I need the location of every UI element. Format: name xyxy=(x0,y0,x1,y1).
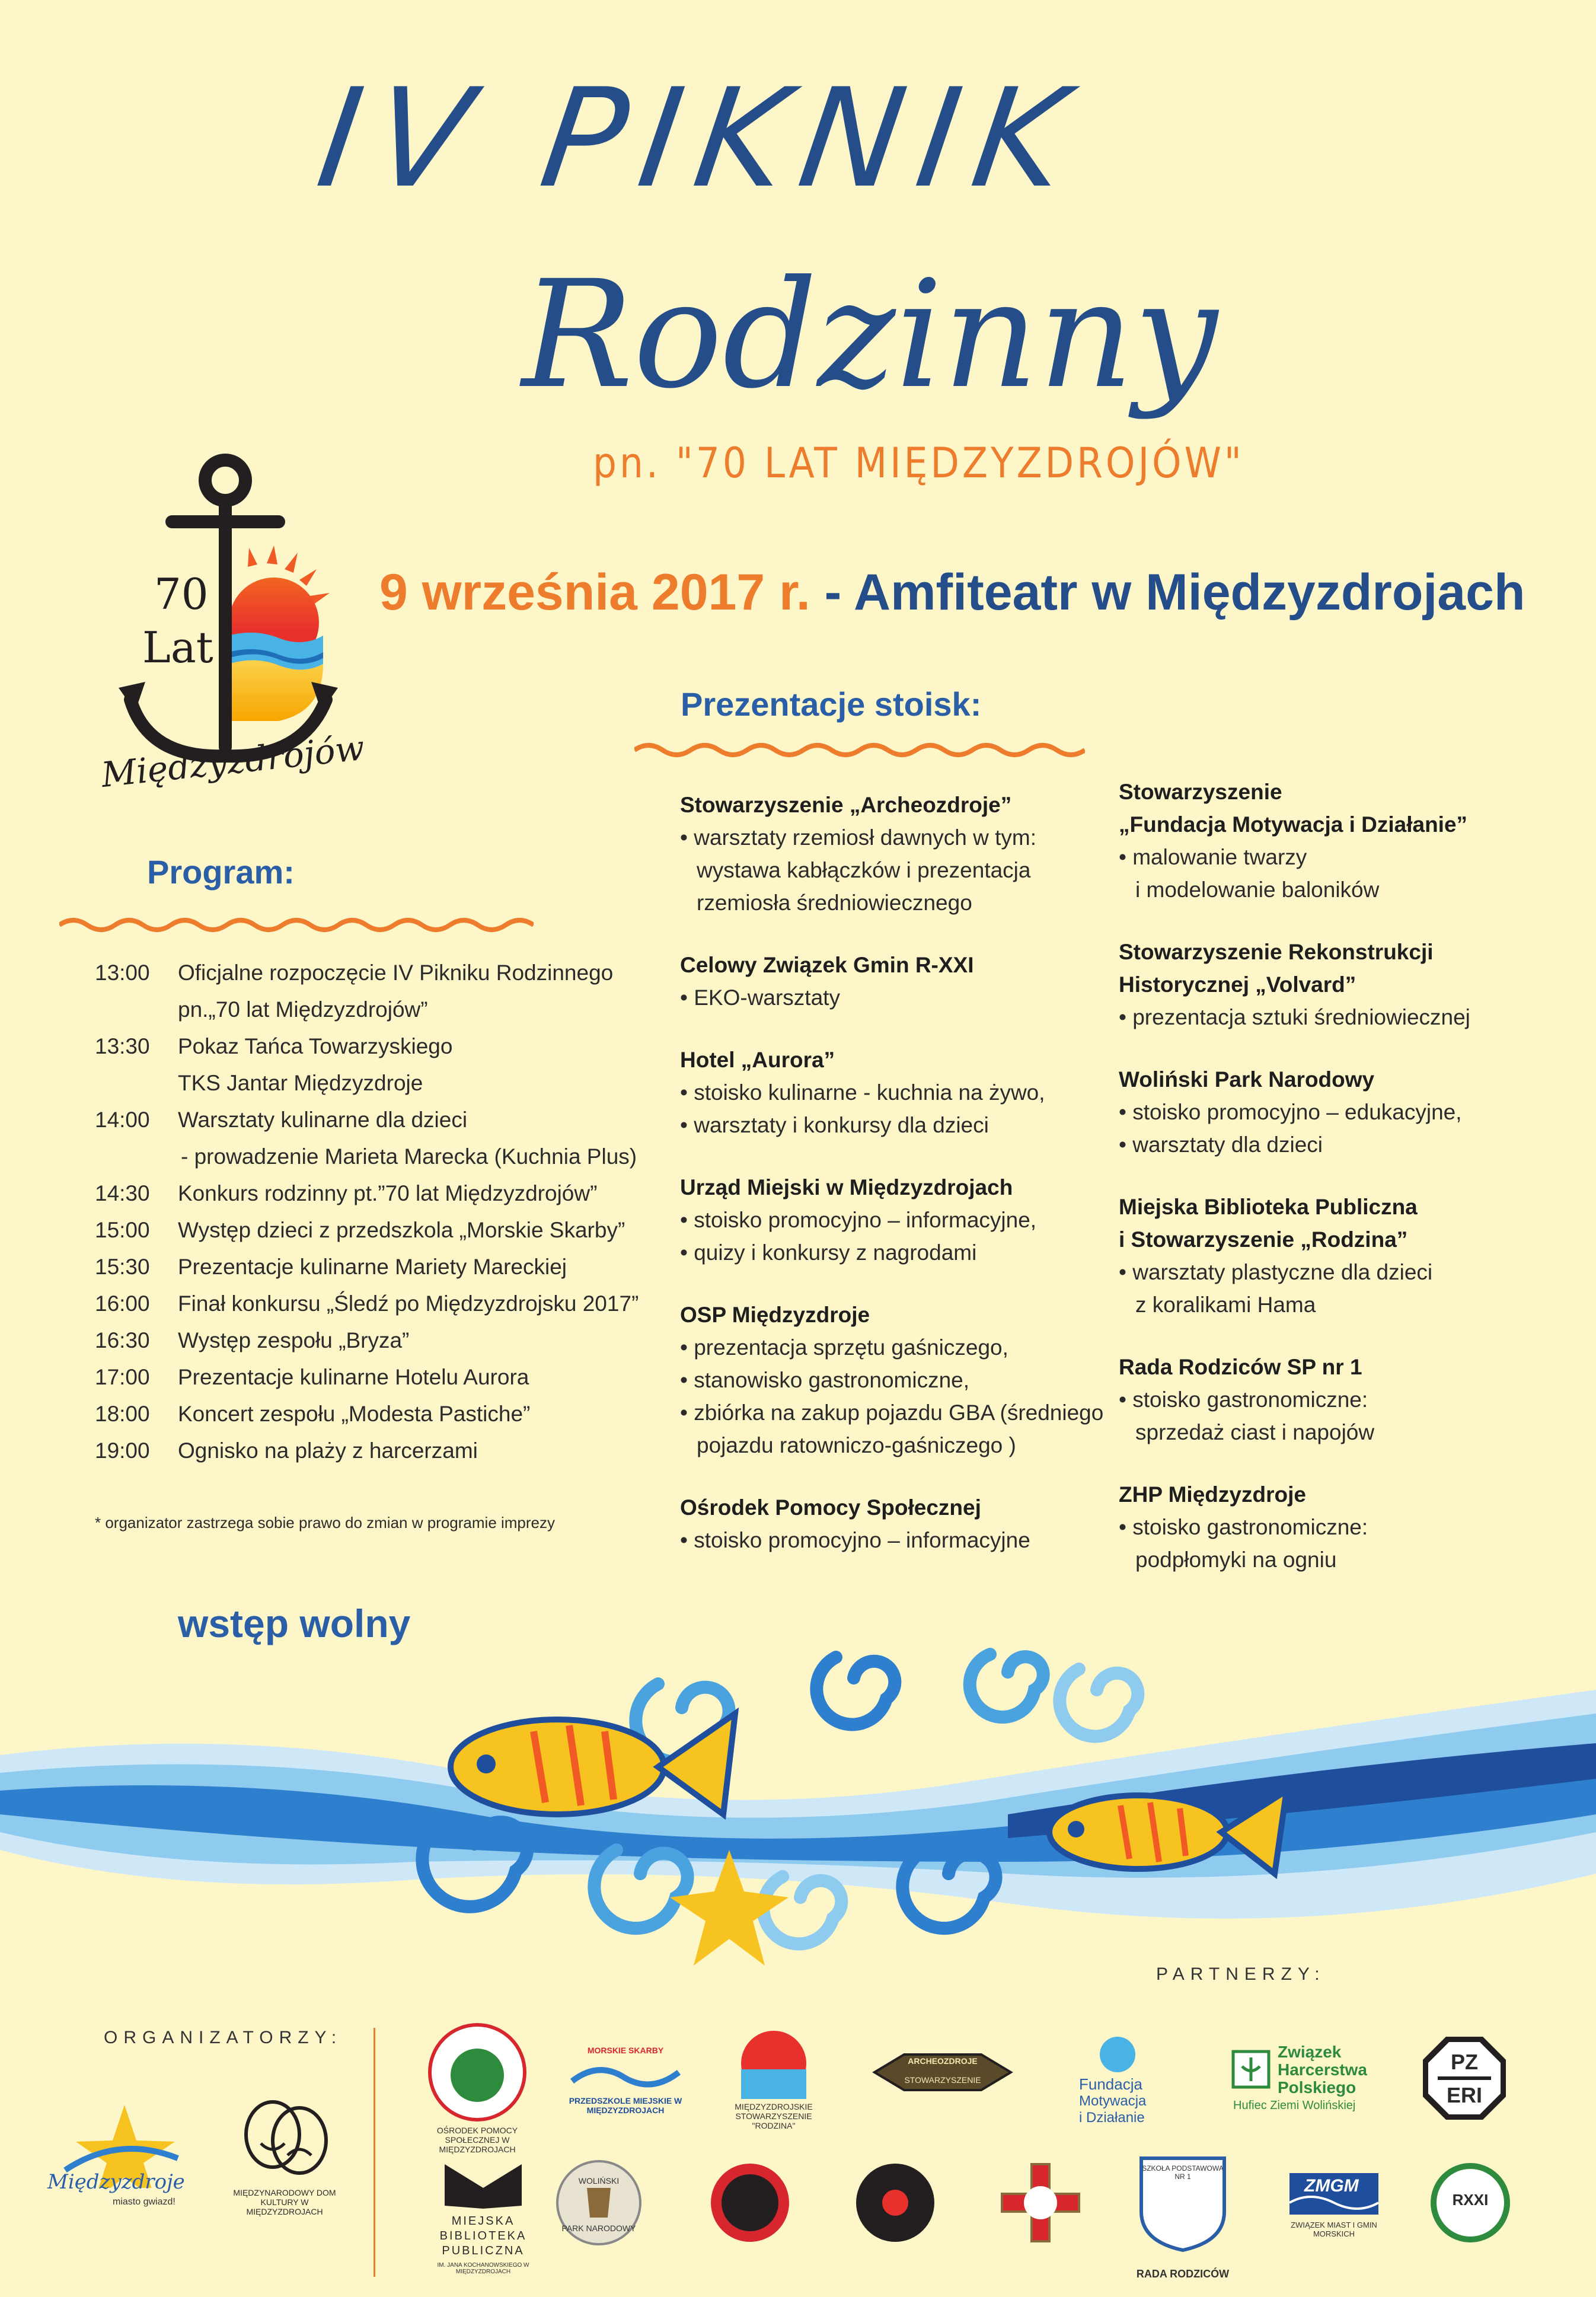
stand-entry xyxy=(1119,1063,1534,1161)
bullet-dot: • xyxy=(1119,1387,1133,1412)
event-date: 9 września 2017 r. xyxy=(379,564,810,621)
program-time: 14:30 xyxy=(95,1181,150,1205)
stand-bullet-text: stoisko promocyjno – edukacyjne, xyxy=(1132,1100,1462,1124)
partner-archeo-sub: STOWARZYSZENIE xyxy=(904,2075,981,2085)
stand-bullet-text: malowanie twarzy xyxy=(1132,845,1307,869)
partner-morskie-text: MORSKIE SKARBY xyxy=(587,2046,664,2055)
bullet-dot: • xyxy=(680,1080,694,1105)
stand-name: Ośrodek Pomocy Społecznej xyxy=(680,1495,981,1520)
partner-rxxi-text: RXXI xyxy=(1452,2191,1489,2209)
stand-entry xyxy=(1119,1351,1534,1449)
stand-name: ZHP Międzyzdroje xyxy=(1119,1482,1306,1507)
divider-wave-stands xyxy=(634,738,1085,762)
stand-bullet-text: warsztaty dla dzieci xyxy=(1132,1132,1323,1157)
program-time: 17:00 xyxy=(95,1365,150,1389)
partner-biblioteka-4: IM. JANA KOCHANOWSKIEGO W MIĘDZYZDROJACH xyxy=(437,2262,529,2275)
organizer2-name: MIĘDZYNARODOWY DOM KULTURY W MIĘDZYZDROJACH xyxy=(233,2188,336,2216)
partner-logo-record[interactable] xyxy=(854,2161,937,2244)
stand-entry xyxy=(1119,1191,1534,1321)
eagle-badge-icon xyxy=(554,2158,643,2247)
wave-icon xyxy=(566,2057,685,2093)
partner-logo-rxxi[interactable] xyxy=(1429,2161,1512,2244)
program-text: - prowadzenie Marieta Marecka (Kuchnia Plus) xyxy=(181,1144,637,1169)
anniversary-town: Międzyzdrojów xyxy=(99,727,366,796)
title-line-1: IV PIKNIK xyxy=(309,60,1091,218)
program-text: TKS Jantar Międzyzdroje xyxy=(178,1071,423,1095)
stand-entry xyxy=(680,1491,1131,1556)
fundacja-icon xyxy=(1073,2034,1162,2075)
program-time: 14:00 xyxy=(95,1108,150,1132)
stand-bullet-text: i modelowanie baloników xyxy=(1135,878,1380,902)
partner-wpn-2: PARK NARODOWY xyxy=(561,2223,636,2233)
stand-entry xyxy=(680,1299,1131,1462)
partner-biblioteka-3: PUBLICZNA xyxy=(442,2244,525,2257)
stand-name: Hotel „Aurora” xyxy=(680,1048,835,1072)
organizers-label: ORGANIZATORZY: xyxy=(104,2028,343,2047)
stand-entry xyxy=(680,1044,1131,1141)
program-text: Prezentacje kulinarne Mariety Mareckiej xyxy=(178,1255,567,1279)
partner-logo-zmgm[interactable] xyxy=(1287,2170,1381,2247)
partner-zhp-3: Polskiego xyxy=(1278,2078,1356,2097)
partner-logo-rodzina[interactable] xyxy=(720,2022,827,2135)
zhp-lily-icon xyxy=(1230,2049,1272,2090)
program-text: Koncert zespołu „Modesta Pastiche” xyxy=(178,1402,531,1426)
organizer-logo-mdk[interactable] xyxy=(225,2087,344,2241)
stand-name: Miejska Biblioteka Publiczna xyxy=(1119,1195,1418,1219)
stands-column-2 xyxy=(1119,776,1534,1606)
stand-bullet-text: warsztaty i konkursy dla dzieci xyxy=(694,1113,989,1137)
stand-bullet-text: rzemiosła średniowiecznego xyxy=(697,891,972,915)
program-text: Oficjalne rozpoczęcie IV Pikniku Rodzinnego xyxy=(178,961,614,985)
stand-bullet-text: stoisko gastronomiczne: xyxy=(1132,1387,1368,1412)
partner-szkola-text: SZKOŁA PODSTAWOWA NR 1 xyxy=(1142,2164,1224,2181)
bullet-dot: • xyxy=(680,1368,694,1392)
stand-name: Historycznej „Volvard” xyxy=(1119,972,1356,997)
stands-column-1 xyxy=(680,789,1131,1586)
program-text: Ognisko na plaży z harcerzami xyxy=(178,1438,478,1463)
bullet-dot: • xyxy=(680,1208,694,1232)
stand-name: OSP Międzyzdroje xyxy=(680,1303,870,1327)
stand-name: Stowarzyszenie xyxy=(1119,780,1282,804)
stand-name: Woliński Park Narodowy xyxy=(1119,1067,1375,1092)
partner-logo-volvard[interactable] xyxy=(708,2161,791,2244)
divider-wave-program xyxy=(59,913,534,937)
program-text: Konkurs rodzinny pt.”70 lat Międzyzdrojów” xyxy=(178,1181,598,1205)
bullet-dot: • xyxy=(680,985,694,1010)
stand-bullet-text: zbiórka na zakup pojazdu GBA (średniego xyxy=(694,1400,1104,1425)
stand-name: i Stowarzyszenie „Rodzina” xyxy=(1119,1227,1408,1252)
partner-biblioteka-2: BIBLIOTEKA xyxy=(439,2229,527,2242)
program-heading: Program: xyxy=(147,853,295,891)
ship-icon xyxy=(869,2046,1017,2099)
partner-zhp-1: Związek xyxy=(1278,2043,1342,2061)
stand-bullet-text: stoisko gastronomiczne: xyxy=(1132,1515,1368,1539)
partner-zmgm-sub: ZWIĄZEK MIAST I GMIN MORSKICH xyxy=(1291,2221,1377,2238)
stand-name: Urząd Miejski w Międzyzdrojach xyxy=(680,1175,1013,1199)
volvard-badge-icon xyxy=(708,2161,791,2244)
program-time: 15:00 xyxy=(95,1218,150,1242)
theater-masks-icon xyxy=(225,2087,344,2188)
partner-logo-fundacja[interactable] xyxy=(1073,2034,1162,2129)
stand-bullet-text: podpłomyki na ogniu xyxy=(1135,1548,1337,1572)
program-time: 13:30 xyxy=(95,1034,150,1058)
partner-ops-text: OŚRODEK POMOCY SPOŁECZNEJ W MIĘDZYZDROJACH xyxy=(436,2126,518,2154)
book-icon xyxy=(433,2152,534,2212)
stand-bullet-text: EKO-warsztaty xyxy=(694,985,840,1010)
partner-archeo-text: ARCHEOZDROJE xyxy=(908,2056,978,2066)
footer-divider xyxy=(374,2028,375,2277)
partner-biblioteka-1: MIEJSKA xyxy=(451,2215,515,2228)
bullet-dot: • xyxy=(1119,1100,1133,1124)
stand-name: „Fundacja Motywacja i Działanie” xyxy=(1119,812,1468,837)
stand-bullet-text: warsztaty rzemiosł dawnych w tym: xyxy=(694,825,1036,850)
stand-bullet-text: stoisko kulinarne - kuchnia na żywo, xyxy=(694,1080,1045,1105)
organizer1-tag: miasto gwiazd! xyxy=(113,2197,175,2207)
program-time: 18:00 xyxy=(95,1402,150,1426)
vinyl-record-icon xyxy=(854,2161,937,2244)
event-date-venue xyxy=(379,563,1525,622)
partner-przedszkole-text: PRZEDSZKOLE MIEJSKIE W MIĘDZYZDROJACH xyxy=(569,2096,682,2115)
stand-bullet-text: prezentacja sztuki średniowiecznej xyxy=(1132,1005,1470,1029)
bullet-dot: • xyxy=(680,1400,694,1425)
stand-bullet-text: z koralikami Hama xyxy=(1135,1293,1316,1317)
stand-entry xyxy=(1119,1478,1534,1576)
partner-pzeri-1: PZ xyxy=(1450,2050,1478,2074)
partner-fundacja-1: Fundacja xyxy=(1079,2075,1142,2093)
bullet-dot: • xyxy=(1119,1132,1133,1157)
partner-fundacja-2: Motywacja xyxy=(1079,2093,1147,2109)
partner-logo-biblioteka[interactable] xyxy=(433,2152,534,2289)
bullet-dot: • xyxy=(680,825,694,850)
sea-waves-illustration xyxy=(0,1636,1596,1969)
stands-heading: Prezentacje stoisk: xyxy=(681,685,982,723)
stand-entry xyxy=(1119,776,1534,906)
subtitle: pn. "70 LAT MIĘDZYZDROJÓW" xyxy=(593,439,1244,487)
partner-fundacja-3: i Działanie xyxy=(1079,2110,1145,2126)
fire-cross-icon xyxy=(996,2158,1085,2247)
free-entry: wstęp wolny xyxy=(178,1601,411,1645)
anniversary-word: Lat xyxy=(142,623,213,672)
ops-badge-icon xyxy=(427,2022,528,2123)
partner-zhp-2: Harcerstwa xyxy=(1278,2060,1367,2079)
program-time: 15:30 xyxy=(95,1255,150,1279)
partner-logo-ops[interactable] xyxy=(427,2022,528,2154)
partner-pzeri-2: ERI xyxy=(1446,2083,1482,2107)
title-line-2: Rodzinny xyxy=(522,248,1218,421)
stand-entry xyxy=(680,949,1131,1014)
bullet-dot: • xyxy=(680,1528,694,1552)
program-text: pn.„70 lat Międzyzdrojów” xyxy=(178,997,428,1022)
partner-logo-rada-rodzicow[interactable] xyxy=(1135,2152,1230,2289)
organizer-logo-miedzyzdroje[interactable] xyxy=(42,2099,196,2229)
partner-logo-zhp[interactable] xyxy=(1221,2040,1375,2117)
stand-bullet-text: wystawa kabłączków i prezentacja xyxy=(697,858,1031,882)
partner-wpn-1: WOLIŃSKI xyxy=(578,2176,620,2186)
partner-logo-pzeri[interactable] xyxy=(1423,2037,1506,2120)
bullet-dot: • xyxy=(1119,1515,1133,1539)
program-text: Warsztaty kulinarne dla dzieci xyxy=(178,1108,468,1132)
bullet-dot: • xyxy=(680,1240,694,1265)
stand-bullet-text: pojazdu ratowniczo-gaśniczego ) xyxy=(697,1433,1016,1457)
partner-logo-archeozdroje[interactable] xyxy=(869,2046,1017,2099)
program-time: 16:00 xyxy=(95,1291,150,1316)
anniversary-logo xyxy=(89,427,385,795)
stand-entry xyxy=(680,789,1131,919)
stand-bullet-text: sprzedaż ciast i napojów xyxy=(1135,1420,1375,1444)
stand-bullet-text: warsztaty plastyczne dla dzieci xyxy=(1132,1260,1433,1284)
stand-name: Celowy Związek Gmin R-XXI xyxy=(680,953,974,977)
program-text: Występ zespołu „Bryza” xyxy=(178,1328,410,1352)
program-text: Występ dzieci z przedszkola „Morskie Skarby” xyxy=(178,1218,625,1242)
bullet-dot: • xyxy=(680,1113,694,1137)
stand-name: Stowarzyszenie Rekonstrukcji xyxy=(1119,940,1434,964)
event-venue: - Amfiteatr w Międzyzdrojach xyxy=(824,564,1525,621)
stand-name: Rada Rodziców SP nr 1 xyxy=(1119,1355,1362,1379)
program-time: 13:00 xyxy=(95,961,150,985)
sunrise-icon xyxy=(720,2022,827,2099)
stand-entry xyxy=(1119,936,1534,1033)
stand-bullet-text: stanowisko gastronomiczne, xyxy=(694,1368,970,1392)
bullet-dot: • xyxy=(680,1335,694,1360)
bullet-dot: • xyxy=(1119,845,1133,869)
program-note: * organizator zastrzega sobie prawo do zmian w programie imprezy xyxy=(95,1514,556,1532)
organizer1-name: Międzyzdroje xyxy=(47,2170,185,2194)
stand-bullet-text: stoisko promocyjno – informacyjne xyxy=(694,1528,1030,1552)
partners-label: PARTNERZY: xyxy=(1156,1964,1326,1984)
program-text: Prezentacje kulinarne Hotelu Aurora xyxy=(178,1365,529,1389)
stand-entry xyxy=(680,1171,1131,1269)
stand-bullet-text: stoisko promocyjno – informacyjne, xyxy=(694,1208,1037,1232)
stand-name: Stowarzyszenie „Archeozdroje” xyxy=(680,793,1012,817)
partner-zmgm-text: ZMGM xyxy=(1304,2176,1359,2196)
stand-bullet-text: quizy i konkursy z nagrodami xyxy=(694,1240,977,1265)
stand-bullet-text: prezentacja sprzętu gaśniczego, xyxy=(694,1335,1008,1360)
partner-zhp-4: Hufiec Ziemi Wolińskiej xyxy=(1233,2099,1356,2112)
partner-logo-wpn[interactable] xyxy=(554,2158,643,2265)
program-time: 19:00 xyxy=(95,1438,150,1463)
bullet-dot: • xyxy=(1119,1260,1133,1284)
partner-rodzina-text: MIĘDZYZDROJSKIE STOWARZYSZENIE "RODZINA" xyxy=(735,2102,813,2130)
program-text: Finał konkursu „Śledź po Międzyzdrojsku 2017” xyxy=(178,1291,639,1316)
partner-logo-przedszkole[interactable] xyxy=(566,2046,685,2123)
partner-rada-text: RADA RODZICÓW xyxy=(1136,2268,1230,2280)
program-text: Pokaz Tańca Towarzyskiego xyxy=(178,1034,453,1058)
partner-logo-osp[interactable] xyxy=(996,2158,1085,2247)
bullet-dot: • xyxy=(1119,1005,1133,1029)
anniversary-number: 70 xyxy=(154,569,209,619)
program-time: 16:30 xyxy=(95,1328,150,1352)
